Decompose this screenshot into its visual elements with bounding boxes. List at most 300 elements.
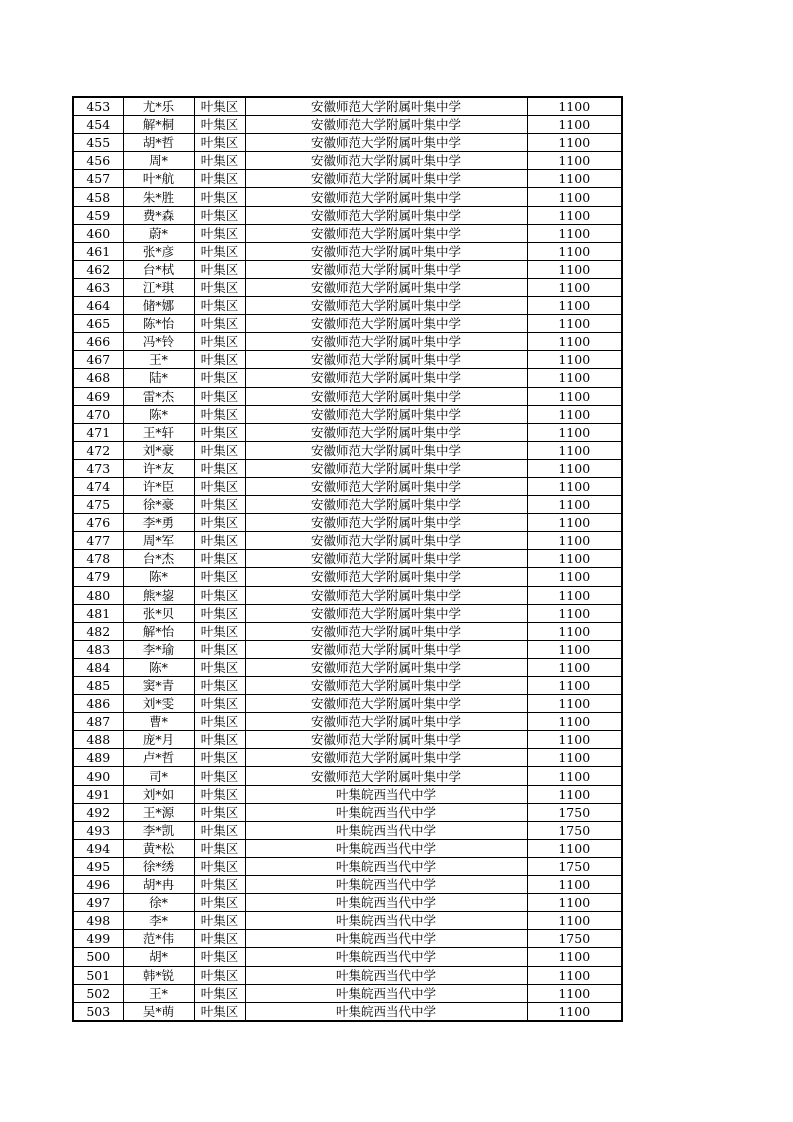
district-cell: 叶集区: [194, 731, 245, 749]
row-number-cell: 474: [73, 477, 123, 495]
school-name-cell: 安徽师范大学附属叶集中学: [245, 767, 527, 785]
district-cell: 叶集区: [194, 134, 245, 152]
student-name-cell: 蔚*: [123, 224, 194, 242]
amount-cell: 1100: [527, 297, 622, 315]
amount-cell: 1100: [527, 658, 622, 676]
school-name-cell: 安徽师范大学附属叶集中学: [245, 532, 527, 550]
table-row: [73, 206, 622, 224]
school-name-cell: 叶集皖西当代中学: [245, 839, 527, 857]
school-name-cell: 安徽师范大学附属叶集中学: [245, 586, 527, 604]
row-number-cell: 493: [73, 821, 123, 839]
district-cell: 叶集区: [194, 514, 245, 532]
school-name-cell: 叶集皖西当代中学: [245, 857, 527, 875]
table-row: [73, 1002, 622, 1021]
student-name-cell: 胡*哲: [123, 134, 194, 152]
district-cell: 叶集区: [194, 658, 245, 676]
school-name-cell: 安徽师范大学附属叶集中学: [245, 405, 527, 423]
row-number-cell: 494: [73, 839, 123, 857]
amount-cell: 1100: [527, 351, 622, 369]
district-cell: 叶集区: [194, 387, 245, 405]
amount-cell: 1100: [527, 134, 622, 152]
row-number-cell: 501: [73, 966, 123, 984]
district-cell: 叶集区: [194, 984, 245, 1002]
student-name-cell: 江*琪: [123, 278, 194, 296]
table-row: [73, 297, 622, 315]
row-number-cell: 478: [73, 550, 123, 568]
district-cell: 叶集区: [194, 857, 245, 875]
district-cell: 叶集区: [194, 622, 245, 640]
table-row: [73, 695, 622, 713]
school-name-cell: 安徽师范大学附属叶集中学: [245, 658, 527, 676]
district-cell: 叶集区: [194, 803, 245, 821]
table-row: [73, 477, 622, 495]
table-row: [73, 857, 622, 875]
student-name-cell: 胡*冉: [123, 876, 194, 894]
student-name-cell: 周*军: [123, 532, 194, 550]
table-row: [73, 188, 622, 206]
student-name-cell: 徐*豪: [123, 496, 194, 514]
student-name-cell: 费*森: [123, 206, 194, 224]
table-row: [73, 351, 622, 369]
table-row: [73, 785, 622, 803]
school-name-cell: 安徽师范大学附属叶集中学: [245, 477, 527, 495]
row-number-cell: 483: [73, 640, 123, 658]
student-name-cell: 王*: [123, 984, 194, 1002]
table-row: [73, 134, 622, 152]
table-row: [73, 677, 622, 695]
row-number-cell: 498: [73, 912, 123, 930]
row-number-cell: 468: [73, 369, 123, 387]
student-name-cell: 解*怡: [123, 622, 194, 640]
row-number-cell: 476: [73, 514, 123, 532]
row-number-cell: 473: [73, 459, 123, 477]
district-cell: 叶集区: [194, 477, 245, 495]
amount-cell: 1100: [527, 550, 622, 568]
school-name-cell: 安徽师范大学附属叶集中学: [245, 170, 527, 188]
amount-cell: 1100: [527, 333, 622, 351]
school-name-cell: 安徽师范大学附属叶集中学: [245, 188, 527, 206]
student-name-cell: 尤*乐: [123, 97, 194, 116]
table-row: [73, 876, 622, 894]
district-cell: 叶集区: [194, 405, 245, 423]
student-name-cell: 徐*: [123, 894, 194, 912]
district-cell: 叶集区: [194, 586, 245, 604]
district-cell: 叶集区: [194, 966, 245, 984]
row-number-cell: 490: [73, 767, 123, 785]
student-name-cell: 台*栻: [123, 260, 194, 278]
student-name-cell: 王*源: [123, 803, 194, 821]
row-number-cell: 466: [73, 333, 123, 351]
school-name-cell: 安徽师范大学附属叶集中学: [245, 749, 527, 767]
row-number-cell: 495: [73, 857, 123, 875]
table-row: [73, 260, 622, 278]
amount-cell: 1750: [527, 803, 622, 821]
district-cell: 叶集区: [194, 948, 245, 966]
amount-cell: 1100: [527, 749, 622, 767]
school-name-cell: 安徽师范大学附属叶集中学: [245, 568, 527, 586]
row-number-cell: 475: [73, 496, 123, 514]
student-name-cell: 陈*: [123, 658, 194, 676]
table-row: [73, 441, 622, 459]
school-name-cell: 叶集皖西当代中学: [245, 876, 527, 894]
student-name-cell: 叶*航: [123, 170, 194, 188]
school-name-cell: 安徽师范大学附属叶集中学: [245, 622, 527, 640]
student-name-cell: 李*勇: [123, 514, 194, 532]
row-number-cell: 467: [73, 351, 123, 369]
student-name-cell: 台*杰: [123, 550, 194, 568]
school-name-cell: 安徽师范大学附属叶集中学: [245, 640, 527, 658]
district-cell: 叶集区: [194, 568, 245, 586]
school-name-cell: 叶集皖西当代中学: [245, 912, 527, 930]
row-number-cell: 489: [73, 749, 123, 767]
amount-cell: 1100: [527, 459, 622, 477]
student-name-cell: 李*凯: [123, 821, 194, 839]
school-name-cell: 安徽师范大学附属叶集中学: [245, 97, 527, 116]
table-row: [73, 116, 622, 134]
student-name-cell: 周*: [123, 152, 194, 170]
row-number-cell: 500: [73, 948, 123, 966]
table-row: [73, 224, 622, 242]
amount-cell: 1100: [527, 731, 622, 749]
amount-cell: 1100: [527, 622, 622, 640]
amount-cell: 1100: [527, 387, 622, 405]
amount-cell: 1100: [527, 116, 622, 134]
school-name-cell: 叶集皖西当代中学: [245, 948, 527, 966]
row-number-cell: 503: [73, 1002, 123, 1021]
amount-cell: 1100: [527, 912, 622, 930]
table-row: [73, 586, 622, 604]
student-name-cell: 朱*胜: [123, 188, 194, 206]
district-cell: 叶集区: [194, 97, 245, 116]
school-name-cell: 安徽师范大学附属叶集中学: [245, 496, 527, 514]
amount-cell: 1100: [527, 894, 622, 912]
district-cell: 叶集区: [194, 839, 245, 857]
amount-cell: 1750: [527, 930, 622, 948]
student-name-cell: 陈*怡: [123, 315, 194, 333]
student-name-cell: 窦*青: [123, 677, 194, 695]
school-name-cell: 安徽师范大学附属叶集中学: [245, 459, 527, 477]
amount-cell: 1100: [527, 477, 622, 495]
district-cell: 叶集区: [194, 1002, 245, 1021]
row-number-cell: 481: [73, 604, 123, 622]
amount-cell: 1100: [527, 677, 622, 695]
school-name-cell: 安徽师范大学附属叶集中学: [245, 134, 527, 152]
district-cell: 叶集区: [194, 695, 245, 713]
school-name-cell: 安徽师范大学附属叶集中学: [245, 677, 527, 695]
student-name-cell: 庞*月: [123, 731, 194, 749]
row-number-cell: 482: [73, 622, 123, 640]
student-name-cell: 曹*: [123, 713, 194, 731]
school-name-cell: 叶集皖西当代中学: [245, 1002, 527, 1021]
district-cell: 叶集区: [194, 152, 245, 170]
student-name-cell: 胡*: [123, 948, 194, 966]
table-row: [73, 97, 622, 116]
student-name-cell: 冯*铃: [123, 333, 194, 351]
amount-cell: 1100: [527, 170, 622, 188]
amount-cell: 1100: [527, 604, 622, 622]
table-row: [73, 423, 622, 441]
district-cell: 叶集区: [194, 604, 245, 622]
district-cell: 叶集区: [194, 532, 245, 550]
district-cell: 叶集区: [194, 170, 245, 188]
school-name-cell: 叶集皖西当代中学: [245, 966, 527, 984]
amount-cell: 1100: [527, 152, 622, 170]
amount-cell: 1100: [527, 278, 622, 296]
table-row: [73, 532, 622, 550]
school-name-cell: 安徽师范大学附属叶集中学: [245, 514, 527, 532]
table-row: [73, 333, 622, 351]
school-name-cell: 安徽师范大学附属叶集中学: [245, 731, 527, 749]
district-cell: 叶集区: [194, 260, 245, 278]
row-number-cell: 472: [73, 441, 123, 459]
table-row: [73, 803, 622, 821]
amount-cell: 1100: [527, 984, 622, 1002]
student-list-table: [72, 96, 623, 1022]
amount-cell: 1100: [527, 224, 622, 242]
district-cell: 叶集区: [194, 206, 245, 224]
school-name-cell: 叶集皖西当代中学: [245, 930, 527, 948]
district-cell: 叶集区: [194, 351, 245, 369]
district-cell: 叶集区: [194, 188, 245, 206]
school-name-cell: 安徽师范大学附属叶集中学: [245, 297, 527, 315]
school-name-cell: 安徽师范大学附属叶集中学: [245, 116, 527, 134]
row-number-cell: 485: [73, 677, 123, 695]
row-number-cell: 453: [73, 97, 123, 116]
table-row: [73, 405, 622, 423]
district-cell: 叶集区: [194, 894, 245, 912]
student-name-cell: 张*贝: [123, 604, 194, 622]
row-number-cell: 454: [73, 116, 123, 134]
district-cell: 叶集区: [194, 912, 245, 930]
school-name-cell: 安徽师范大学附属叶集中学: [245, 333, 527, 351]
row-number-cell: 459: [73, 206, 123, 224]
school-name-cell: 安徽师范大学附属叶集中学: [245, 604, 527, 622]
row-number-cell: 465: [73, 315, 123, 333]
district-cell: 叶集区: [194, 242, 245, 260]
row-number-cell: 487: [73, 713, 123, 731]
school-name-cell: 叶集皖西当代中学: [245, 984, 527, 1002]
table-row: [73, 550, 622, 568]
district-cell: 叶集区: [194, 278, 245, 296]
amount-cell: 1100: [527, 966, 622, 984]
district-cell: 叶集区: [194, 441, 245, 459]
row-number-cell: 458: [73, 188, 123, 206]
table-row: [73, 894, 622, 912]
table-row: [73, 821, 622, 839]
table-row: [73, 315, 622, 333]
district-cell: 叶集区: [194, 116, 245, 134]
district-cell: 叶集区: [194, 876, 245, 894]
row-number-cell: 455: [73, 134, 123, 152]
student-name-cell: 解*桐: [123, 116, 194, 134]
district-cell: 叶集区: [194, 297, 245, 315]
school-name-cell: 安徽师范大学附属叶集中学: [245, 369, 527, 387]
table-row: [73, 459, 622, 477]
district-cell: 叶集区: [194, 369, 245, 387]
row-number-cell: 480: [73, 586, 123, 604]
amount-cell: 1750: [527, 821, 622, 839]
student-name-cell: 刘*雯: [123, 695, 194, 713]
table-row: [73, 839, 622, 857]
table-row: [73, 170, 622, 188]
table-row: [73, 387, 622, 405]
amount-cell: 1100: [527, 839, 622, 857]
row-number-cell: 469: [73, 387, 123, 405]
row-number-cell: 463: [73, 278, 123, 296]
student-name-cell: 王*轩: [123, 423, 194, 441]
amount-cell: 1100: [527, 695, 622, 713]
district-cell: 叶集区: [194, 224, 245, 242]
table-row: [73, 930, 622, 948]
table-row: [73, 912, 622, 930]
row-number-cell: 470: [73, 405, 123, 423]
district-cell: 叶集区: [194, 315, 245, 333]
row-number-cell: 496: [73, 876, 123, 894]
row-number-cell: 464: [73, 297, 123, 315]
table-row: [73, 514, 622, 532]
school-name-cell: 叶集皖西当代中学: [245, 894, 527, 912]
row-number-cell: 471: [73, 423, 123, 441]
student-name-cell: 韩*锐: [123, 966, 194, 984]
table-body: [73, 97, 622, 1021]
amount-cell: 1100: [527, 785, 622, 803]
student-name-cell: 范*伟: [123, 930, 194, 948]
amount-cell: 1100: [527, 423, 622, 441]
row-number-cell: 491: [73, 785, 123, 803]
amount-cell: 1100: [527, 876, 622, 894]
amount-cell: 1100: [527, 315, 622, 333]
amount-cell: 1100: [527, 188, 622, 206]
school-name-cell: 安徽师范大学附属叶集中学: [245, 695, 527, 713]
school-name-cell: 安徽师范大学附属叶集中学: [245, 206, 527, 224]
table-row: [73, 749, 622, 767]
student-name-cell: 李*瑜: [123, 640, 194, 658]
amount-cell: 1100: [527, 260, 622, 278]
student-name-cell: 雷*杰: [123, 387, 194, 405]
amount-cell: 1100: [527, 640, 622, 658]
amount-cell: 1750: [527, 857, 622, 875]
student-name-cell: 黄*松: [123, 839, 194, 857]
table-row: [73, 622, 622, 640]
school-name-cell: 安徽师范大学附属叶集中学: [245, 260, 527, 278]
student-name-cell: 徐*绣: [123, 857, 194, 875]
amount-cell: 1100: [527, 405, 622, 423]
school-name-cell: 安徽师范大学附属叶集中学: [245, 242, 527, 260]
amount-cell: 1100: [527, 369, 622, 387]
amount-cell: 1100: [527, 767, 622, 785]
district-cell: 叶集区: [194, 333, 245, 351]
school-name-cell: 安徽师范大学附属叶集中学: [245, 224, 527, 242]
school-name-cell: 安徽师范大学附属叶集中学: [245, 423, 527, 441]
row-number-cell: 497: [73, 894, 123, 912]
table-row: [73, 984, 622, 1002]
table-row: [73, 242, 622, 260]
district-cell: 叶集区: [194, 785, 245, 803]
table-row: [73, 604, 622, 622]
row-number-cell: 461: [73, 242, 123, 260]
table-row: [73, 713, 622, 731]
table-row: [73, 640, 622, 658]
student-name-cell: 陈*: [123, 405, 194, 423]
school-name-cell: 安徽师范大学附属叶集中学: [245, 387, 527, 405]
table-row: [73, 948, 622, 966]
row-number-cell: 499: [73, 930, 123, 948]
table-row: [73, 658, 622, 676]
student-name-cell: 刘*如: [123, 785, 194, 803]
row-number-cell: 462: [73, 260, 123, 278]
amount-cell: 1100: [527, 948, 622, 966]
district-cell: 叶集区: [194, 677, 245, 695]
district-cell: 叶集区: [194, 496, 245, 514]
student-name-cell: 储*娜: [123, 297, 194, 315]
row-number-cell: 486: [73, 695, 123, 713]
school-name-cell: 安徽师范大学附属叶集中学: [245, 550, 527, 568]
district-cell: 叶集区: [194, 930, 245, 948]
student-name-cell: 李*: [123, 912, 194, 930]
school-name-cell: 叶集皖西当代中学: [245, 803, 527, 821]
table-row: [73, 278, 622, 296]
amount-cell: 1100: [527, 568, 622, 586]
school-name-cell: 安徽师范大学附属叶集中学: [245, 441, 527, 459]
table-row: [73, 731, 622, 749]
row-number-cell: 492: [73, 803, 123, 821]
amount-cell: 1100: [527, 242, 622, 260]
district-cell: 叶集区: [194, 459, 245, 477]
amount-cell: 1100: [527, 97, 622, 116]
district-cell: 叶集区: [194, 767, 245, 785]
student-name-cell: 熊*鋆: [123, 586, 194, 604]
table-row: [73, 152, 622, 170]
school-name-cell: 安徽师范大学附属叶集中学: [245, 278, 527, 296]
table-row: [73, 496, 622, 514]
table-row: [73, 966, 622, 984]
district-cell: 叶集区: [194, 821, 245, 839]
row-number-cell: 484: [73, 658, 123, 676]
school-name-cell: 安徽师范大学附属叶集中学: [245, 315, 527, 333]
student-name-cell: 张*彦: [123, 242, 194, 260]
amount-cell: 1100: [527, 1002, 622, 1021]
school-name-cell: 叶集皖西当代中学: [245, 785, 527, 803]
table-row: [73, 369, 622, 387]
amount-cell: 1100: [527, 206, 622, 224]
school-name-cell: 安徽师范大学附属叶集中学: [245, 152, 527, 170]
amount-cell: 1100: [527, 586, 622, 604]
student-name-cell: 卢*哲: [123, 749, 194, 767]
amount-cell: 1100: [527, 532, 622, 550]
student-name-cell: 刘*豪: [123, 441, 194, 459]
row-number-cell: 488: [73, 731, 123, 749]
district-cell: 叶集区: [194, 640, 245, 658]
school-name-cell: 叶集皖西当代中学: [245, 821, 527, 839]
table-row: [73, 767, 622, 785]
district-cell: 叶集区: [194, 749, 245, 767]
row-number-cell: 502: [73, 984, 123, 1002]
school-name-cell: 安徽师范大学附属叶集中学: [245, 713, 527, 731]
row-number-cell: 457: [73, 170, 123, 188]
student-name-cell: 司*: [123, 767, 194, 785]
student-name-cell: 陆*: [123, 369, 194, 387]
table-row: [73, 568, 622, 586]
student-name-cell: 许*臣: [123, 477, 194, 495]
row-number-cell: 460: [73, 224, 123, 242]
student-name-cell: 陈*: [123, 568, 194, 586]
student-name-cell: 王*: [123, 351, 194, 369]
student-name-cell: 许*友: [123, 459, 194, 477]
district-cell: 叶集区: [194, 713, 245, 731]
district-cell: 叶集区: [194, 423, 245, 441]
amount-cell: 1100: [527, 441, 622, 459]
amount-cell: 1100: [527, 514, 622, 532]
